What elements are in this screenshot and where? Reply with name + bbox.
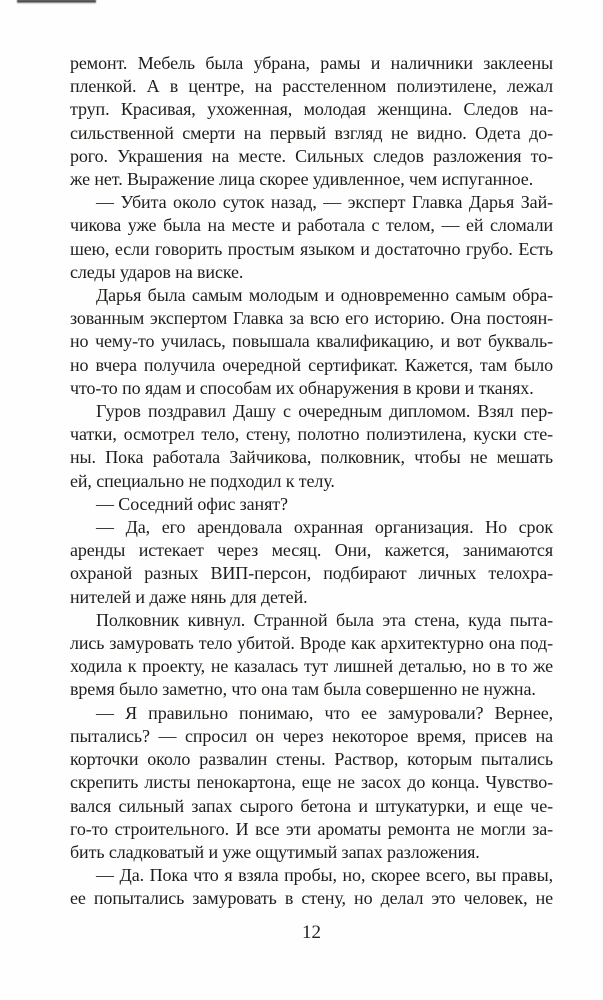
scan-artifact-top-left: [17, 0, 96, 4]
text-line: чатки, осмотрел тело, стену, полотно полиэтилена, куски сте-: [70, 424, 553, 445]
paragraph: [70, 516, 553, 609]
paragraph: [70, 284, 553, 400]
text-line: рого. Украшения на месте. Сильных следов разложения то-: [70, 145, 553, 166]
paragraph: [70, 609, 553, 702]
text-line: шею, если говорить простым языком и достаточно грубо. Есть: [70, 238, 553, 259]
page-number: 12: [302, 922, 321, 943]
text-line: ходила к проекту, не казалась тут лишней деталью, но в то же: [70, 656, 553, 677]
text-line: — Убита около суток назад, — эксперт Главка Дарья Зай-: [96, 192, 553, 213]
text-line: следы ударов на виске.: [70, 261, 244, 282]
text-line: аренды истекает через месяц. Они, кажется, занимаются: [70, 540, 553, 561]
page-text: [70, 52, 553, 911]
paragraph: [70, 864, 553, 910]
text-line: Полковник кивнул. Странной была эта стена, куда пыта-: [96, 609, 553, 630]
paragraph: [70, 52, 553, 191]
text-line: но вчера получила очередной сертификат. Кажется, там было: [70, 354, 553, 375]
text-line: скрепить листы пенокартона, еще не засох до конца. Чувство-: [70, 772, 553, 793]
text-line: бить сладковатый и уже ощутимый запах разложения.: [70, 841, 480, 862]
paragraph: [70, 191, 553, 284]
text-line: что-то по ядам и способам их обнаружения в крови и тканях.: [70, 377, 534, 398]
text-line: го-то строительного. И все эти ароматы ремонта не могли за-: [70, 818, 553, 839]
text-line: — Да, его арендовала охранная организация. Но срок: [96, 517, 553, 538]
text-line: пытались? — спросил он через некоторое время, присев на: [70, 725, 553, 746]
text-line: лись замуровать тело убитой. Вроде как архитектурно она под-: [70, 633, 553, 654]
text-line: зованным экспертом Главка за всю его историю. Она постоян-: [70, 308, 553, 329]
paragraph: [70, 702, 553, 864]
text-line: вался сильный запах сырого бетона и штукатурки, и еще че-: [70, 795, 553, 816]
text-line: ее попытались замуровать в стену, но делал это человек, не: [70, 888, 553, 909]
text-line: пленкой. А в центре, на расстеленном полиэтилене, лежал: [70, 76, 553, 97]
text-line: нителей и даже нянь для детей.: [70, 586, 308, 607]
text-line: ей, специально не подходил к телу.: [70, 470, 335, 491]
text-line: — Я правильно понимаю, что ее замуровали? Вернее,: [96, 702, 553, 723]
text-line: но чему-то училась, повышала квалификацию, и вот букваль-: [70, 331, 553, 352]
paragraph: [70, 400, 553, 493]
paragraph: [70, 493, 553, 516]
text-line: Гуров поздравил Дашу с очередным дипломом. Взял пер-: [96, 401, 553, 422]
text-line: Дарья была самым молодым и одновременно самым обра-: [96, 285, 553, 306]
text-line: — Да. Пока что я взяла пробы, но, скорее всего, вы правы,: [96, 865, 553, 886]
text-line: сильственной смерти на первый взгляд не видно. Одета до-: [70, 122, 553, 143]
text-line: ремонт. Мебель была убрана, рамы и наличники заклеены: [70, 53, 553, 73]
text-line: — Соседний офис занят?: [96, 493, 288, 514]
text-line: чикова уже была на месте и работала с телом, — ей сломали: [70, 215, 553, 236]
text-line: корточки около развалин стены. Раствор, которым пытались: [70, 749, 553, 770]
text-line: труп. Красивая, ухоженная, молодая женщина. Следов на-: [70, 99, 553, 120]
text-line: же нет. Выражение лица скорее удивленное, чем испуганное.: [70, 169, 534, 190]
text-line: охраной разных ВИП-персон, подбирают личных телохра-: [70, 563, 553, 584]
text-line: ны. Пока работала Зайчикова, полковник, чтобы не мешать: [70, 447, 553, 468]
text-line: время было заметно, что она там была совершенно не нужна.: [70, 679, 536, 700]
page-edge-shadow: [599, 0, 603, 1000]
